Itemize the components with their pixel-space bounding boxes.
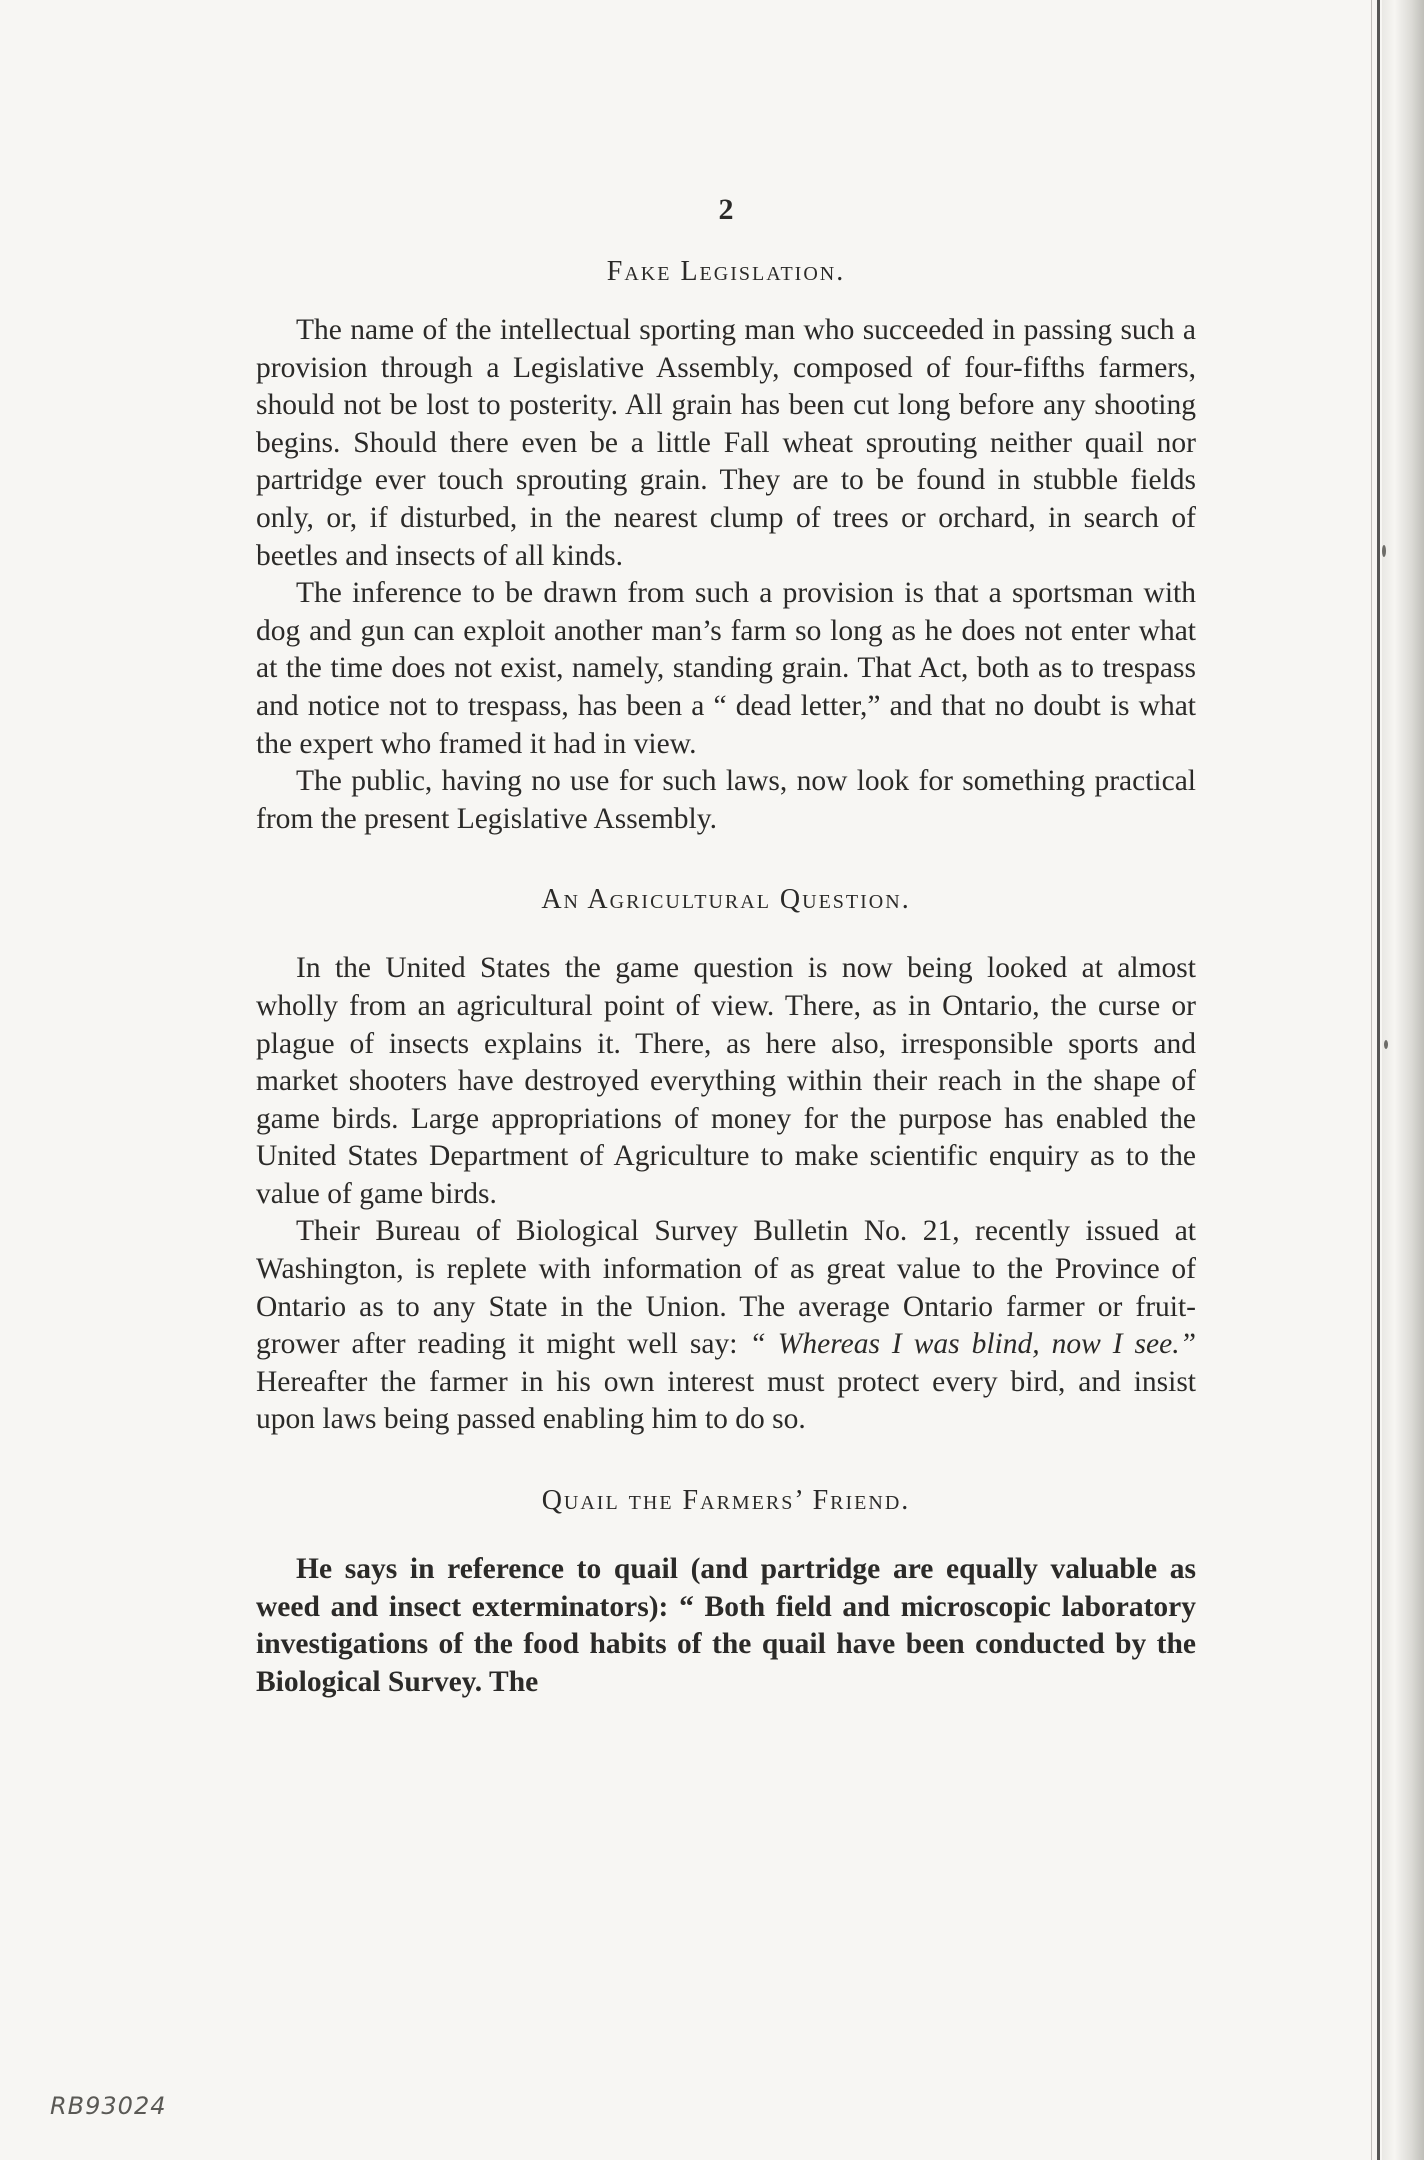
page-binding-edge [1382, 0, 1424, 2160]
section-heading-agricultural-question: An Agricultural Question. [541, 884, 911, 916]
paragraph: The name of the intellectual sporting man who succeeded in passing such a provision through a Legislative Assembly, composed of four-fifths farmers, should not be lost to posterity. All grain has been cut long before any shooting begins. Should there even be a little Fall wheat sprouting neither quail nor partridge ever touch sprouting grain. They are to be found in stubble fields only, or, if disturbed, in the nearest clump of trees or orchard, in search of beetles and insects of all kinds. [256, 314, 1196, 572]
paragraph: The inference to be drawn from such a provision is that a sportsman with dog and gun can exploit another man’s farm so long as he does not enter what at the time does not exist, namely, standing grain. That Act, both as to trespass and notice not to trespass, has been a “ dead letter,” and that no doubt is what the expert who framed it had in view. [256, 577, 1196, 760]
paragraph-with-quote [256, 1213, 1196, 1439]
document-body [256, 180, 1196, 1701]
section-heading-fake-legislation: Fake Legislation. [606, 256, 846, 287]
paper-speck [1384, 1040, 1388, 1049]
paragraph: In the United States the game question is now being looked at almost wholly from an agricultural point of view. There, as in Ontario, the curse or plague of insects explains it. There, as here also, irresponsible sports and market shooters have destroyed everything within their reach in the shape of game birds. Large appropriations of money for the purpose has enabled the United States Department of Agriculture to make scientific enquiry as to the value of game birds. [256, 952, 1196, 1210]
page-edge-line-secondary [1371, 0, 1372, 2160]
paragraph: He says in reference to quail (and partridge are equally valuable as weed and insect exterminators): “ Both field and microscopic laboratory investigations of the food habits of the quail have been conducted by the Biological Survey. The [256, 1553, 1196, 1698]
paper-speck [1382, 545, 1386, 557]
page-edge-line [1377, 0, 1380, 2160]
paragraph-text: Hereafter the farmer in his own interest must protect every bird, and insist upon laws being passed enabling him to do so. [256, 1365, 1196, 1436]
biblical-quote: “ Whereas I was blind, now I see.” [749, 1328, 1196, 1361]
handwritten-catalog-mark: RB93024 [50, 2092, 167, 2120]
section-heading-quail-farmers-friend: Quail the Farmers’ Friend. [541, 1485, 911, 1517]
page-number: 2 [718, 193, 734, 226]
paragraph: The public, having no use for such laws, now look for something practical from the present Legislative Assembly. [256, 765, 1196, 835]
paragraph-text: Their Bureau of Biological Survey Bulletin No. 21, recently issued at Washington, is replete with information of as great value to the Province of Ontario as to any State in the Union. The average Ontario farmer or fruit-grower after reading it might well say: [256, 1215, 1196, 1361]
